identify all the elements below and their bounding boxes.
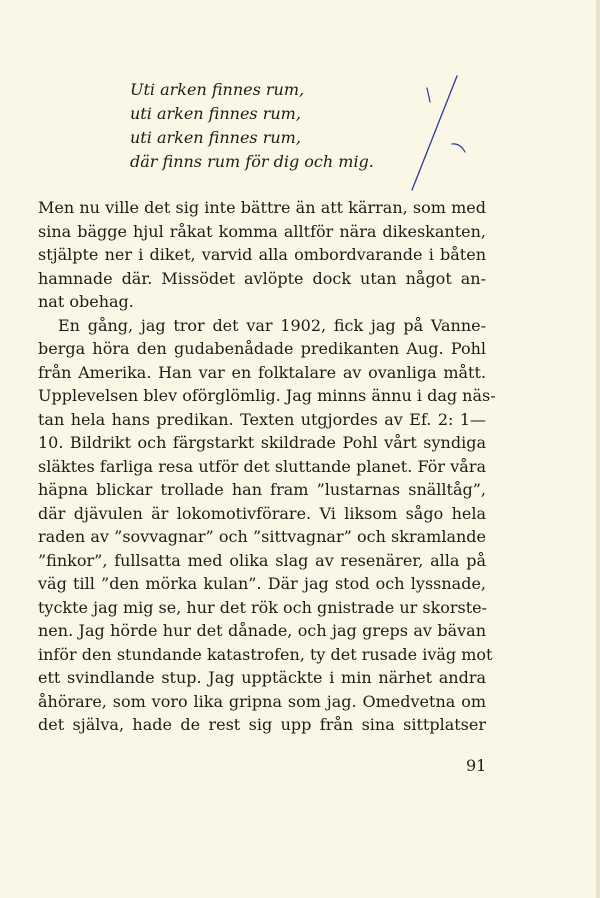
text-line: nen. Jag hörde hur det dånade, och jag greps av bävan — [38, 621, 486, 640]
text-line: hamnade där. Missödet avlöpte dock utan något an- — [38, 268, 486, 288]
text-line: inför den stundande katastrofen, ty det rusade iväg mot — [38, 644, 493, 664]
text-line: raden av ”sovvagnar” och ”sittvagnar” och skramlande — [38, 527, 486, 546]
text-line: ”finkor”, fullsatta med olika slag av resenärer, alla på — [38, 550, 486, 570]
text-line: tyckte jag mig se, hur det rök och gnistrade ur skorste- — [38, 597, 488, 617]
text-line: från Amerika. Han var en folktalare av ovanliga mått. — [38, 362, 486, 382]
text-line: väg till ”den mörka kulan”. Där jag stod och lyssnade, — [38, 574, 486, 593]
verse-line: Uti arken finnes rum, — [130, 80, 305, 99]
text-line: åhörare, som voro lika gripna som jag. Omedvetna om — [38, 691, 486, 711]
text-line: sina bägge hjul råkat komma alltför nära dikeskanten, — [38, 221, 486, 241]
text-line: ett svindlande stup. Jag upptäckte i min närhet andra — [38, 668, 486, 687]
verse-line: uti arken finnes rum, — [130, 128, 301, 147]
text-line: där djävulen är lokomotivförare. Vi liksom sågo hela — [38, 503, 486, 523]
page-edge — [596, 0, 600, 898]
text-line: Upplevelsen blev oförglömlig. Jag minns ännu i dag näs- — [38, 386, 496, 405]
verse-line: där finns rum för dig och mig. — [130, 152, 374, 171]
handwritten-pen-marks — [405, 70, 475, 195]
text-line: berga höra den gudabenådade predikanten Aug. Pohl — [38, 339, 486, 358]
verse-block — [130, 78, 374, 174]
text-line: 10. Bildrikt och färgstarkt skildrade Pohl vårt syndiga — [38, 433, 486, 452]
text-line: nat obehag. — [38, 292, 134, 311]
page-number: 91 — [466, 756, 487, 775]
text-line: det själva, hade de rest sig upp från sina sittplatser — [38, 715, 486, 734]
verse-line: uti arken finnes rum, — [130, 104, 301, 123]
body-text — [38, 196, 496, 737]
text-line: släktes farliga resa utför det sluttande planet. För våra — [38, 456, 486, 476]
text-line: En gång, jag tror det var 1902, fick jag på Vanne- — [58, 315, 486, 335]
text-line: tan hela hans predikan. Texten utgjordes av Ef. 2: 1— — [38, 409, 486, 429]
text-line: häpna blickar trollade han fram ”lustarnas snälltåg”, — [38, 480, 486, 499]
text-line: Men nu ville det sig inte bättre än att kärran, som med — [38, 198, 486, 217]
text-line: stjälpte ner i diket, varvid alla ombordvarande i båten — [38, 245, 486, 264]
